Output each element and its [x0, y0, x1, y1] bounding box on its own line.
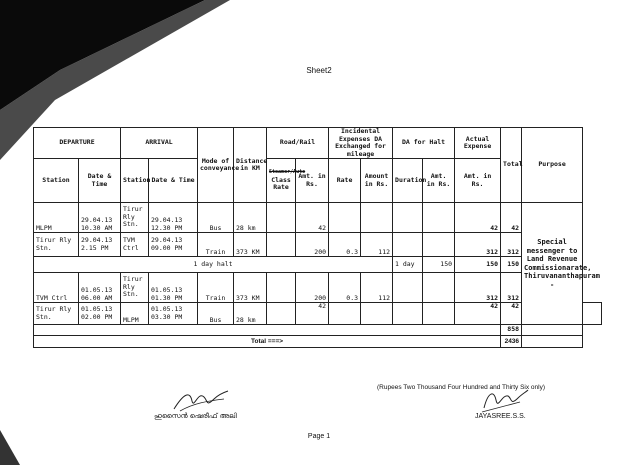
actual-amt-header: Amt. in Rs.	[455, 159, 501, 203]
arr-station-cell: TVM Ctrl	[121, 233, 149, 257]
arr-datetime-cell: 29.04.13 12.30 PM	[149, 203, 198, 233]
overwritten-label: Steamer/Auto	[269, 169, 306, 176]
dep-datetime-cell: 29.04.13 10.30 AM	[79, 203, 121, 233]
duration-cell	[393, 273, 423, 303]
rate-cell: 0.3	[329, 233, 361, 257]
halt-amt-header: Amt. in Rs.	[423, 159, 455, 203]
table-row	[34, 233, 602, 257]
class-rate-header: Steamer/Auto Class Rate	[267, 159, 296, 203]
table-row	[34, 273, 602, 303]
left-signature-icon	[170, 387, 230, 415]
halt-amt-cell: 150	[423, 257, 455, 273]
duration-header: Duration	[393, 159, 423, 203]
halt-duration-cell: 1 day	[393, 257, 423, 273]
arr-station-header: Station	[121, 159, 149, 203]
amount-cell: 112	[361, 273, 393, 303]
arr-datetime-cell: 29.04.13 09.00 PM	[149, 233, 198, 257]
halt-label-cell: 1 day halt	[34, 257, 393, 273]
page-number: Page 1	[307, 433, 331, 440]
dep-station-cell: Tirur Rly Stn.	[34, 233, 79, 257]
halt-amt-cell	[423, 273, 455, 303]
mode-cell: Train	[198, 233, 234, 257]
arrival-header: ARRIVAL	[121, 128, 198, 159]
arr-station-cell: Tirur Rly Stn.	[121, 273, 149, 303]
da-halt-header: DA for Halt	[393, 128, 455, 159]
actual-cell: 312	[455, 273, 501, 303]
dep-datetime-cell: 01.05.13 02.00 PM	[79, 303, 121, 325]
amount-cell: 112	[361, 233, 393, 257]
distance-cell: 373 KM	[234, 233, 267, 257]
halt-total-cell: 150	[501, 257, 522, 273]
date-time-header: Date & Time	[79, 159, 121, 203]
amount-in-words: (Rupees Two Thousand Four Hundred and Thirty Six only)	[377, 384, 546, 391]
row-total-cell: 42	[501, 303, 522, 325]
arr-datetime-cell: 01.05.13 01.30 PM	[149, 273, 198, 303]
halt-actual-cell: 150	[455, 257, 501, 273]
grand-total-cell: 2436	[501, 336, 522, 348]
duration-cell	[393, 233, 423, 257]
rate-cell	[329, 203, 361, 233]
mode-cell: Train	[198, 273, 234, 303]
table-row	[34, 303, 602, 325]
amount-cell	[361, 203, 393, 233]
subtotal-cell: 858	[501, 325, 522, 336]
rate-header: Rate	[329, 159, 361, 203]
purpose-cell: Special messenger to Land Revenue Commissionarate, Thiruvananthapuram -	[522, 203, 583, 325]
subtotal-spacer	[34, 325, 501, 336]
amt-cell: 42	[296, 303, 329, 325]
mode-cell: Bus	[198, 303, 234, 325]
sheet-title: Sheet2	[306, 66, 332, 75]
table-row	[34, 203, 602, 233]
total-header: Total	[501, 128, 522, 203]
arr-date-time-header: Date & Time	[149, 159, 198, 203]
halt-amt-cell	[423, 233, 455, 257]
actual-cell: 42	[455, 303, 501, 325]
actual-cell: 42	[455, 203, 501, 233]
total-purpose-cell	[522, 336, 583, 348]
halt-amt-cell	[423, 203, 455, 233]
header-row-1	[34, 128, 602, 159]
left-signatory-name: ഹുസൈൻ ഷെരീഫ് അലി	[154, 412, 237, 420]
rate-cell: 0.3	[329, 273, 361, 303]
actual-expense-header: Actual Expense	[455, 128, 501, 159]
subtotal-row	[34, 325, 602, 336]
arr-datetime-cell: 01.05.13 03.30 PM	[149, 303, 198, 325]
purpose-empty-cell	[583, 303, 602, 325]
right-signature-icon	[480, 388, 530, 414]
dep-station-cell: TVM Ctrl	[34, 273, 79, 303]
mode-header: Mode of conveyance	[198, 128, 234, 203]
duration-cell	[393, 203, 423, 233]
road-rail-header: Road/Rail	[267, 128, 329, 159]
duration-cell	[393, 303, 423, 325]
rate-cell	[329, 303, 361, 325]
dep-station-cell: Tirur Rly Stn.	[34, 303, 79, 325]
dep-datetime-cell: 29.04.13 2.15 PM	[79, 233, 121, 257]
mode-cell: Bus	[198, 203, 234, 233]
dep-station-cell: MLPM	[34, 203, 79, 233]
amount-header: Amount in Rs.	[361, 159, 393, 203]
amt-cell: 200	[296, 273, 329, 303]
dep-datetime-cell: 01.05.13 06.00 AM	[79, 273, 121, 303]
row-total-cell: 312	[501, 273, 522, 303]
class-rate-cell	[267, 203, 296, 233]
departure-header: DEPARTURE	[34, 128, 121, 159]
incidental-header: Incidental Expenses DA Exchanged for mileage	[329, 128, 393, 159]
grand-total-row	[34, 336, 602, 348]
actual-cell: 312	[455, 233, 501, 257]
amount-cell	[361, 303, 393, 325]
halt-amt-cell	[423, 303, 455, 325]
row-total-cell: 42	[501, 203, 522, 233]
class-rate-cell	[267, 303, 296, 325]
total-label-cell: Total ===>	[34, 336, 501, 348]
amt-cell: 200	[296, 233, 329, 257]
class-rate-cell	[267, 233, 296, 257]
arr-station-cell: Tirur Rly Stn.	[121, 203, 149, 233]
arr-station-cell: MLPM	[121, 303, 149, 325]
distance-cell: 28 km	[234, 203, 267, 233]
station-header: Station	[34, 159, 79, 203]
amt-cell: 42	[296, 203, 329, 233]
distance-cell: 28 km	[234, 303, 267, 325]
halt-row	[34, 257, 602, 273]
distance-header: Distance in KM	[234, 128, 267, 203]
subtotal-purpose-cell	[522, 325, 583, 336]
amt-header: Amt. in Rs.	[296, 159, 329, 203]
class-rate-cell	[267, 273, 296, 303]
travel-claim-table	[33, 127, 602, 348]
row-total-cell: 312	[501, 233, 522, 257]
distance-cell: 373 KM	[234, 273, 267, 303]
purpose-header: Purpose	[522, 128, 583, 203]
right-signatory-name: JAYASREE.S.S.	[475, 413, 526, 420]
